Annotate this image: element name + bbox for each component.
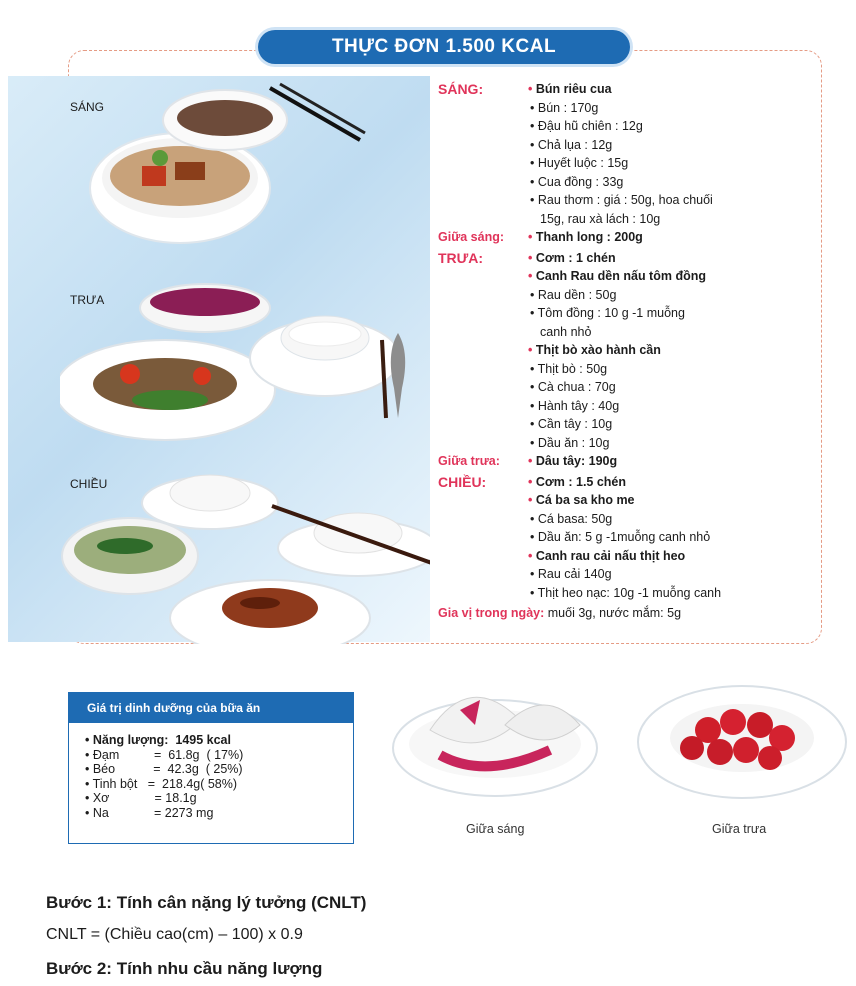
nutrition-row: • Tinh bột = 218.4g( 58%) xyxy=(85,776,238,791)
dish-bun-rieu-cua: Bún riêu cua xyxy=(535,82,612,96)
ingredient: Huyết luộc : 15g xyxy=(537,156,629,170)
step2-heading: Bước 2: Tính nhu cầu năng lượng xyxy=(46,959,323,978)
ingredient: Rau dền : 50g xyxy=(537,287,617,302)
snack-thanh-long: Thanh long : 200g xyxy=(535,230,643,244)
page-title: THỰC ĐƠN 1.500 KCAL xyxy=(258,30,630,64)
ingredient: Cà chua : 70g xyxy=(537,380,616,394)
menu-list: SÁNG: • Bún riêu cua • Bún : 170g • Đậu hũ chiên : 12g • Chả lụa : 12g • Huyết luộc : 15g • Cua đồng : 33g • Rau thơm : giá : 50g, hoa chuối 15g, rau xà lách : 10g Giữa sáng: • Thanh long : 200g TRƯA: • Cơm : 1 chén • Canh Rau dền nấu tôm đồng • Rau dền : 50g • Tôm đồng : 10 g -1 muỗng canh nhỏ • Thịt bò xào hành cần • Thịt bò : 50g • Cà chua : 70g • Hành tây : 40g • Cần tây : 10g • Dầu ăn : 10g Giữa trưa: • Dâu tây: 190g CHIỀU: • Cơm : 1.5 chén • Cá ba sa kho me • Cá basa: 50g • Dầu ăn: 5 g -1muỗng canh nhỏ • Canh rau cải nấu thịt heo • Rau cải 140g • Thịt heo nạc: 10g -1 muỗng canh Gia vị trong ngày: muối 3g, nước mắm: 5g xyxy=(438,81,722,620)
ingredient: Tôm đồng : 10 g -1 muỗng xyxy=(537,306,685,320)
snack-plates-illustration xyxy=(390,670,850,815)
ingredient: Chả lụa : 12g xyxy=(537,137,613,152)
ingredient: Dầu ăn: 5 g -1muỗng canh nhỏ xyxy=(537,530,711,544)
nutrition-row: • Xơ = 18.1g xyxy=(85,791,197,805)
meal-label-sang: SÁNG: xyxy=(438,81,484,97)
nutrition-row: • Béo = 42.3g ( 25%) xyxy=(85,762,243,776)
ingredient: Cua đồng : 33g xyxy=(537,174,624,189)
meal-label-trua: TRƯA: xyxy=(438,249,484,266)
ingredient: canh nhỏ xyxy=(540,324,592,339)
step1-heading: Bước 1: Tính cân nặng lý tưởng (CNLT) xyxy=(46,893,367,912)
nutrition-header: Giá trị dinh dưỡng của bữa ăn xyxy=(69,693,353,723)
nutrition-box xyxy=(68,692,354,844)
caption-giua-trua: Giữa trưa xyxy=(712,822,767,836)
dish-thit-bo-xao: Thịt bò xào hành cần xyxy=(535,343,661,357)
dish-com: Cơm : 1.5 chén xyxy=(535,474,627,489)
section-label-chieu: CHIỀU xyxy=(70,477,108,491)
caption-giua-sang: Giữa sáng xyxy=(466,822,525,836)
ingredient: Đậu hũ chiên : 12g xyxy=(537,119,643,133)
nutrition-row: • Năng lượng: 1495 kcal xyxy=(85,733,231,747)
dish-canh-rau-den: Canh Rau dền nấu tôm đồng xyxy=(535,269,706,283)
snack-label-giua-sang: Giữa sáng: xyxy=(438,230,505,244)
ingredient: 15g, rau xà lách : 10g xyxy=(540,211,661,226)
snack-label-giua-trua: Giữa trưa: xyxy=(438,454,500,468)
snack-dau-tay: Dâu tây: 190g xyxy=(535,454,618,468)
cnlt-formula: CNLT = (Chiều cao(cm) – 100) x 0.9 xyxy=(46,926,303,943)
ingredient: Bún : 170g xyxy=(537,100,599,115)
ingredient: Hành tây : 40g xyxy=(537,398,620,413)
section-label-trua: TRƯA xyxy=(70,293,105,307)
ingredient: Cần tây : 10g xyxy=(537,417,613,431)
ingredient: Rau thơm : giá : 50g, hoa chuối xyxy=(537,193,713,207)
section-label-sang: SÁNG xyxy=(70,100,105,114)
ingredient: Rau cải 140g xyxy=(537,567,612,581)
nutrition-row: • Na = 2273 mg xyxy=(85,805,214,820)
gia-vi-label: Gia vị trong ngày: xyxy=(438,606,545,620)
gia-vi-value: muối 3g, nước mắm: 5g xyxy=(547,606,682,620)
food-illustration xyxy=(60,78,430,644)
nutrition-row: • Đạm = 61.8g ( 17%) xyxy=(85,747,244,762)
dish-ca-ba-sa: Cá ba sa kho me xyxy=(535,493,635,507)
ingredient: Thịt bò : 50g xyxy=(537,361,608,376)
dish-canh-rau-cai: Canh rau cải nấu thịt heo xyxy=(535,548,686,563)
dish-com: Cơm : 1 chén xyxy=(535,250,616,265)
ingredient: Dầu ăn : 10g xyxy=(537,435,610,450)
ingredient: Thịt heo nạc: 10g -1 muỗng canh xyxy=(537,585,722,600)
meal-label-chieu: CHIỀU: xyxy=(438,473,487,490)
ingredient: Cá basa: 50g xyxy=(537,511,613,526)
